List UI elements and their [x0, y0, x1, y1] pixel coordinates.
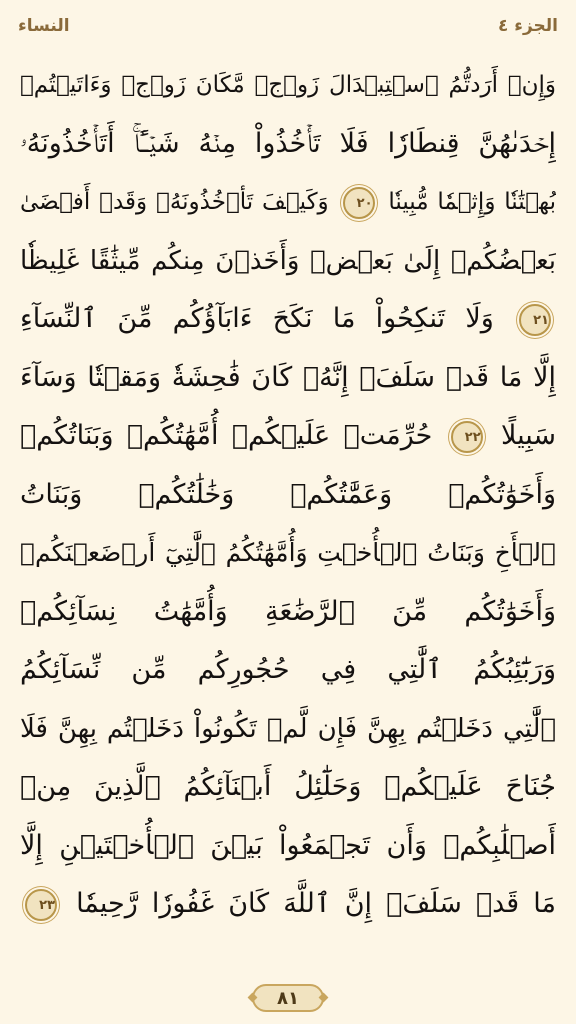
line-text: حُرِّمَتۡ عَلَيۡكُمۡ أُمَّهَٰتُكُمۡ وَبَنَاتُكُمۡ — [20, 420, 433, 451]
text-line-3 — [20, 173, 556, 232]
text-line-15 — [20, 875, 556, 934]
ayah-number-marker: ٢٠ — [343, 187, 375, 219]
line-text: إِلَّا مَا قَدۡ سَلَفَۚ إِنَّهُۥ كَانَ فَٰحِشَةٗ وَمَقۡتٗا وَسَآءَ — [20, 361, 556, 393]
text-line-1 — [20, 56, 556, 115]
page-footer — [0, 984, 576, 1012]
line-text: أَصۡلَٰبِكُمۡ وَأَن تَجۡمَعُواْ بَيۡنَ ٱلۡأُخۡتَيۡنِ إِلَّا — [20, 829, 556, 861]
line-text: وَكَيۡفَ تَأۡخُذُونَهُۥ وَقَدۡ أَفۡضَىٰ — [20, 189, 329, 215]
text-line-9 — [20, 524, 556, 583]
surah-name: النساء — [18, 16, 70, 36]
page-number-badge: ٨١ — [252, 984, 324, 1012]
line-text: مَا قَدۡ سَلَفَۗ إِنَّ ٱللَّهَ كَانَ غَفُورٗا رَّحِيمٗا — [76, 888, 556, 919]
text-line-6 — [20, 349, 556, 408]
juz-label: الجزء ٤ — [497, 16, 558, 36]
line-text: جُنَاحَ عَلَيۡكُمۡ وَحَلَٰٓئِلُ أَبۡنَآئِكُمُ ٱلَّذِينَ مِنۡ — [20, 771, 556, 802]
quran-page-text — [20, 56, 556, 934]
text-line-8 — [20, 466, 556, 525]
line-text: وَإِنۡ أَرَدتُّمُ ٱسۡتِبۡدَالَ زَوۡجٖ مَّكَانَ زَوۡجٖ وَءَاتَيۡتُمۡ — [20, 72, 556, 98]
text-line-4 — [20, 232, 556, 291]
text-line-11 — [20, 641, 556, 700]
text-line-7 — [20, 407, 556, 466]
text-line-14 — [20, 817, 556, 876]
line-text: وَأَخَوَٰتُكُم مِّنَ ٱلرَّضَٰعَةِ وَأُمَّهَٰتُ نِسَآئِكُمۡ — [20, 595, 556, 627]
page-header — [18, 8, 558, 44]
line-text: سَبِيلًا — [500, 420, 556, 451]
line-text: ٱلۡأَخِ وَبَنَاتُ ٱلۡأُخۡتِ وَأُمَّهَٰتُكُمُ ٱلَّٰتِيٓ أَرۡضَعۡنَكُمۡ — [20, 538, 556, 567]
ayah-number-marker: ٢٣ — [25, 889, 57, 921]
text-line-13 — [20, 758, 556, 817]
line-text: وَأَخَوَٰتُكُمۡ وَعَمَّٰتُكُمۡ وَخَٰلَٰتُكُمۡ وَبَنَاتُ — [20, 478, 556, 510]
line-text: وَلَا تَنكِحُواْ مَا نَكَحَ ءَابَآؤُكُم مِّنَ ٱلنِّسَآءِ — [20, 303, 494, 334]
line-text: بَعۡضُكُمۡ إِلَىٰ بَعۡضٖ وَأَخَذۡنَ مِنكُم مِّيثَٰقًا غَلِيظٗا — [20, 245, 556, 276]
line-text: بُهۡتَٰنٗا وَإِثۡمٗا مُّبِينٗا — [388, 189, 556, 215]
ayah-number-marker: ٢١ — [519, 304, 551, 336]
text-line-2 — [20, 115, 556, 174]
text-line-12 — [20, 700, 556, 759]
text-line-5 — [20, 290, 556, 349]
line-text: إِحۡدَىٰهُنَّ قِنطَارٗا فَلَا تَأۡخُذُواْ مِنۡهُ شَيۡـًٔاۚ أَتَأۡخُذُونَهُۥ — [20, 127, 556, 159]
ayah-number-marker: ٢٢ — [451, 421, 483, 453]
line-text: ٱلَّٰتِي دَخَلۡتُم بِهِنَّ فَإِن لَّمۡ تَكُونُواْ دَخَلۡتُم بِهِنَّ فَلَا — [20, 713, 556, 744]
line-text: وَرَبَٰٓئِبُكُمُ ٱلَّٰتِي فِي حُجُورِكُم مِّن نِّسَآئِكُمُ — [20, 654, 556, 685]
text-line-10 — [20, 583, 556, 642]
